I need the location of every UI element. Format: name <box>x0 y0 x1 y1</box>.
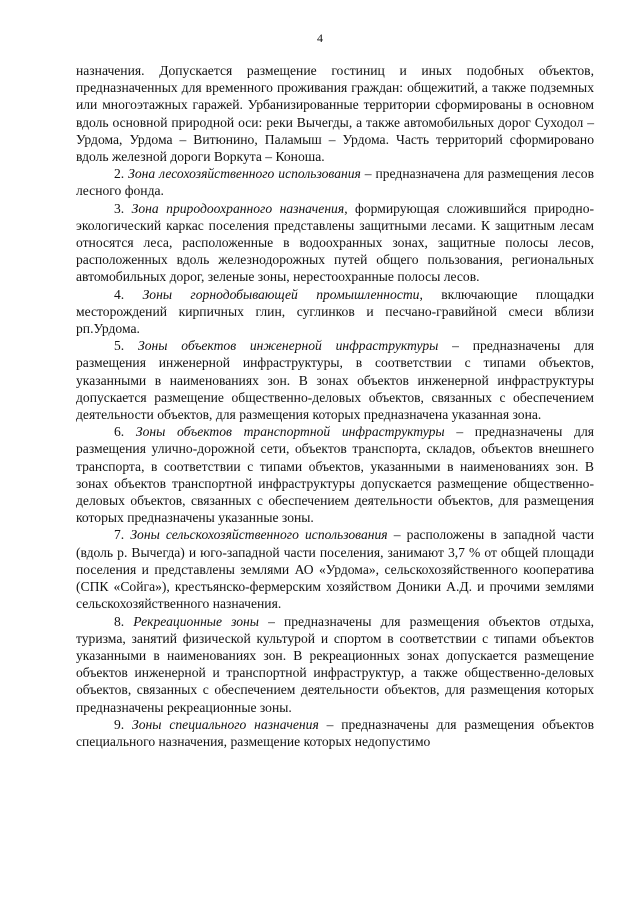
paragraph-7 <box>76 526 594 612</box>
paragraph-text: – предназначена для размещения лесов лесного фонда. <box>76 166 595 199</box>
paragraph-2 <box>76 165 594 199</box>
paragraph-number: 2. <box>114 166 129 182</box>
paragraph-8 <box>76 613 594 716</box>
document-body <box>76 62 594 750</box>
zone-term: Зоны объектов инженерной инфраструктуры <box>137 338 439 354</box>
zone-term: Зоны горнодобывающей промышленности <box>142 286 420 302</box>
paragraph-number: 8. <box>114 613 134 629</box>
zone-term: Зоны специального назначения <box>132 716 319 732</box>
paragraph-number: 3. <box>114 200 132 216</box>
paragraph-text: – предназначены для размещения инженерной инфраструктуры, в соответствии с типами объектов, указанными в наименованиях зон. В зонах объектов инженерной инфраструктуры допускается размещение общественно-деловых объектов, связанных с обеспечением деятельности объектов, для размещения которых предназначена указанная зона. <box>76 338 595 423</box>
paragraph-9 <box>76 716 594 750</box>
paragraph-number: 5. <box>114 338 138 354</box>
paragraph-text: – расположены в западной части (вдоль р. Вычегда) и юго-западной части поселения, занимают 3,7 % от общей площади поселения и представлены землями АО «Урдома», сельскохозяйственного кооператива (СПК «Сойга»), крестьянско-фермерским хозяйством Доники А.Д. и прочими землями сельскохозяйственного назначения. <box>76 527 595 612</box>
paragraph-number: 7. <box>114 527 131 543</box>
paragraph-4 <box>76 286 594 338</box>
paragraph-text: , включающие площадки месторождений кирпичных глин, суглинков и песчано-гравийной смеси вблизи рп.Урдома. <box>76 286 595 337</box>
paragraph-number: 6. <box>114 424 136 440</box>
page-number: 4 <box>317 31 323 45</box>
paragraph-text: назначения. Допускается размещение гостиниц и иных подобных объектов, предназначенных для временного проживания граждан: общежитий, а также подземных или многоэтажных гаражей. Урбанизированные территории сформированы в основном вдоль основной природной оси: реки Вычегды, а также автомобильных дорог Суходол – Урдома, Урдома – Витюнино, Паламыш – Урдома. Часть территорий сформировано вдоль железной дороги Воркута – Конoша. <box>76 63 594 165</box>
paragraph-text: , формирующая сложившийся природно-экологический каркас поселения представлены защитными лесами. К защитным лесам относятся леса, расположенные в водоохранных зонах, защитные полосы лесов, расположенных вдоль железнодорожных путей общего пользования, региональных автомобильных дорог, зеленые зоны, нерестоохранные полосы лесов. <box>76 200 595 285</box>
zone-term: Зона природоохранного назначения <box>131 200 345 216</box>
paragraph-3 <box>76 200 594 286</box>
zone-term: Зона лесохозяйственного использования <box>128 166 361 182</box>
zone-term: Зоны сельскохозяйственного использования <box>130 527 388 543</box>
paragraph-text: – предназначены для размещения объектов специального назначения, размещение которых недопустимо <box>76 716 595 749</box>
paragraph-1 <box>76 62 594 165</box>
paragraph-text: – предназначены для размещения объектов отдыха, туризма, занятий физической культурой и спортом в соответствии с типами объектов указанными в наименованиях зон. В рекреационных зонах допускается размещение объектов инженерной и транспортной инфраструктур, а также общественно-деловых объектов, связанных с обеспечением деятельности объектов, для размещения которых предназначены рекреационные зоны. <box>76 613 595 715</box>
paragraph-text: – предназначены для размещения улично-дорожной сети, объектов транспорта, складов, объектов внешнего транспорта, в соответствии с типами объектов, указанными в наименованиях зон. В зонах объектов транспортной инфраструктуры допускается размещение общественно-деловых объектов, связанных с обеспечением деятельности объектов, для размещения которых предназначены указанные зоны. <box>76 424 594 526</box>
zone-term: Зоны объектов транспортной инфраструктуры <box>135 424 445 440</box>
paragraph-6 <box>76 423 594 526</box>
paragraph-number: 9. <box>114 716 133 732</box>
zone-term: Рекреационные зоны <box>133 613 259 629</box>
paragraph-number: 4. <box>114 286 143 302</box>
paragraph-5 <box>76 337 594 423</box>
